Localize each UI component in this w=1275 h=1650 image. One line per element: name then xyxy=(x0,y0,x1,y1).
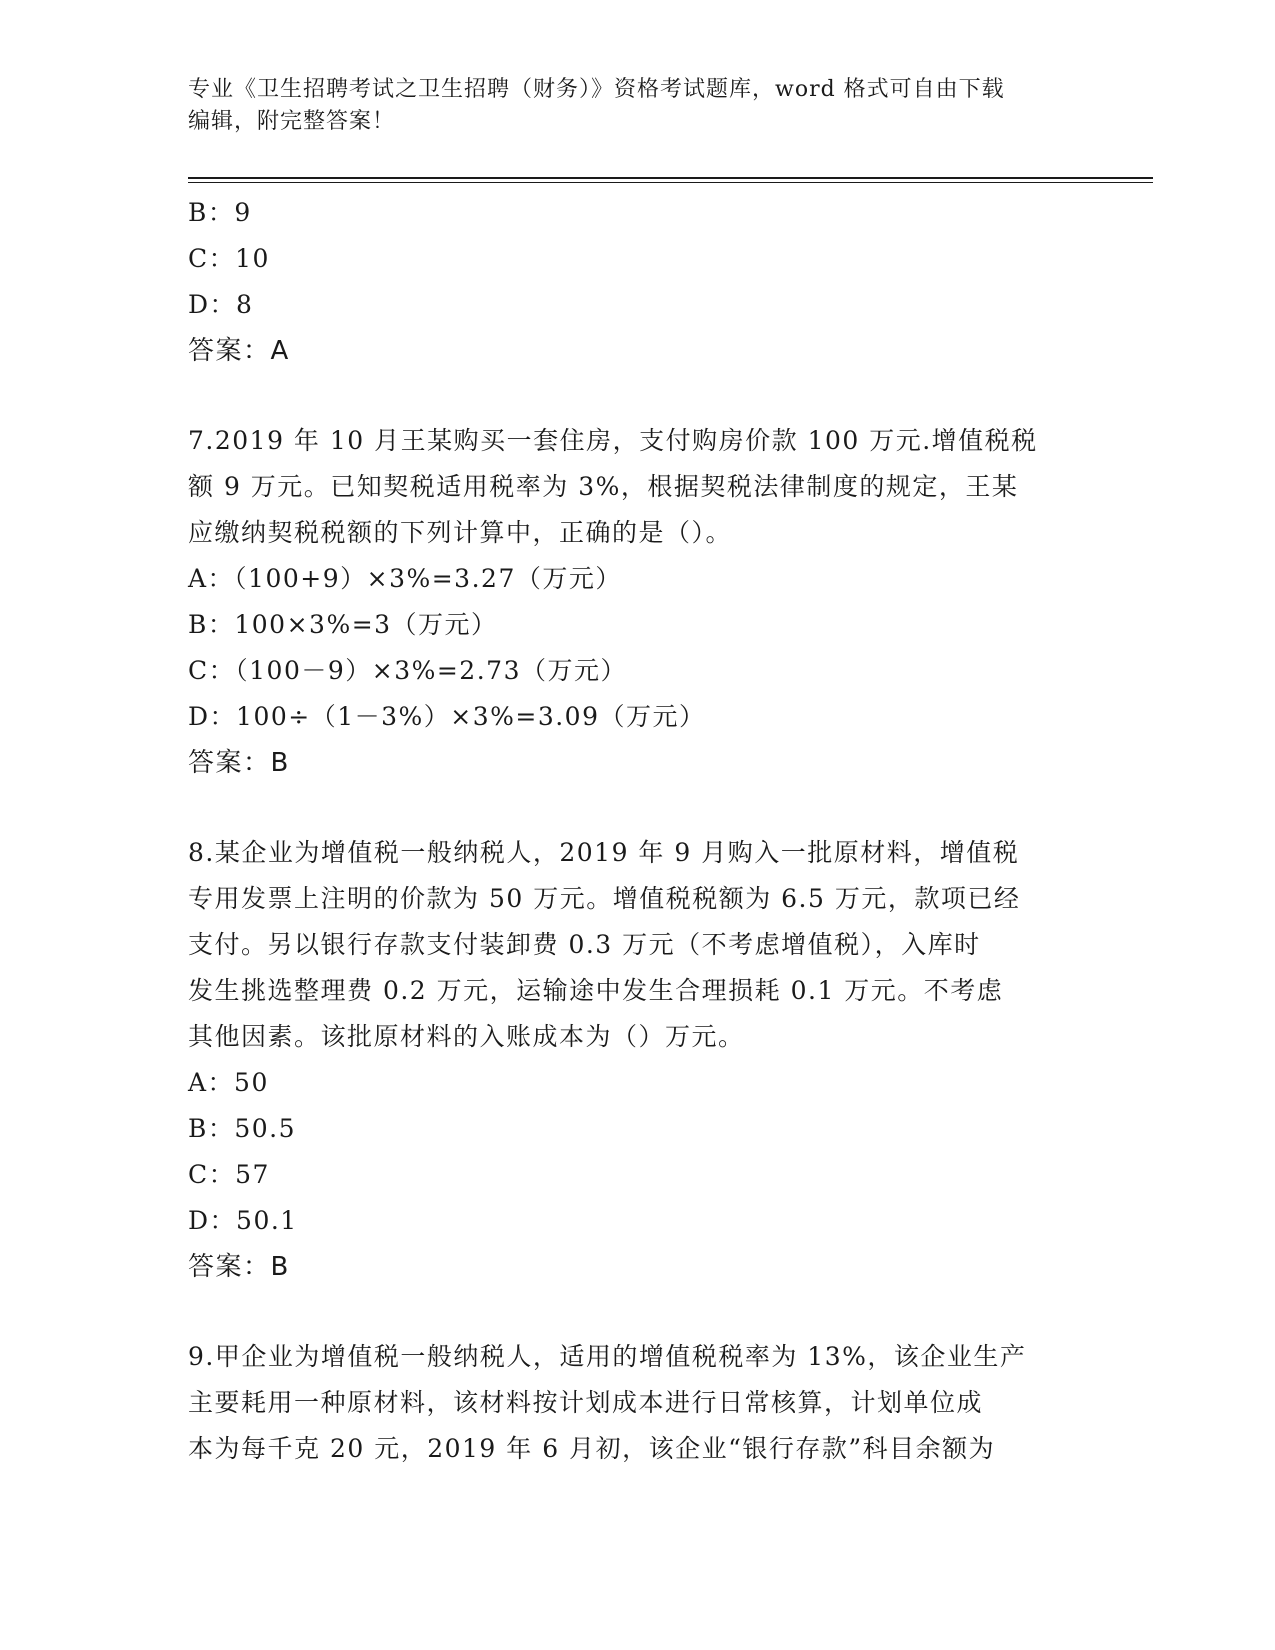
header-divider-thin xyxy=(188,182,1153,183)
question-stem-line: 9.甲企业为增值税一般纳税人，适用的增值税税率为 13%，该企业生产 xyxy=(188,1342,1027,1371)
option-c: C：10 xyxy=(188,244,270,273)
option-b: B：100×3%=3（万元） xyxy=(188,610,498,639)
question-stem-line: 8.某企业为增值税一般纳税人，2019 年 9 月购入一批原材料，增值税 xyxy=(188,838,1020,867)
document-header xyxy=(188,74,1088,138)
question-8 xyxy=(188,830,1088,1290)
option-b: B：50.5 xyxy=(188,1114,297,1143)
answer: 答案：B xyxy=(188,748,290,778)
option-a: A：（100+9）×3%=3.27（万元） xyxy=(188,564,622,593)
question-7 xyxy=(188,418,1088,786)
option-c: C：57 xyxy=(188,1160,270,1189)
option-d: D：8 xyxy=(188,290,254,319)
question-stem-line: 7.2019 年 10 月王某购买一套住房，支付购房价款 100 万元.增值税税 xyxy=(188,426,1038,455)
spacer xyxy=(188,374,1088,418)
option-c: C：（100－9）×3%=2.73（万元） xyxy=(188,656,627,685)
option-a: A：50 xyxy=(188,1068,269,1097)
question-stem-line: 其他因素。该批原材料的入账成本为（）万元。 xyxy=(188,1022,745,1051)
question-9 xyxy=(188,1334,1088,1472)
spacer xyxy=(188,786,1088,830)
answer: 答案：B xyxy=(188,1252,290,1282)
option-d: D：50.1 xyxy=(188,1206,298,1235)
option-b: B：9 xyxy=(188,198,252,227)
header-line-2: 编辑，附完整答案！ xyxy=(188,109,396,134)
question-stem-line: 专用发票上注明的价款为 50 万元。增值税税额为 6.5 万元，款项已经 xyxy=(188,884,1021,913)
question-stem-line: 主要耗用一种原材料，该材料按计划成本进行日常核算，计划单位成 xyxy=(188,1388,984,1417)
option-d: D：100÷（1－3%）×3%=3.09（万元） xyxy=(188,702,706,731)
header-divider xyxy=(188,177,1153,179)
question-stem-line: 本为每千克 20 元，2019 年 6 月初，该企业“银行存款”科目余额为 xyxy=(188,1434,996,1463)
question-stem-line: 支付。另以银行存款支付装卸费 0.3 万元（不考虑增值税），入库时 xyxy=(188,930,981,959)
answer: 答案：A xyxy=(188,336,290,366)
header-line-1: 专业《卫生招聘考试之卫生招聘（财务）》资格考试题库，word 格式可自由下载 xyxy=(188,77,1005,102)
spacer xyxy=(188,1290,1088,1334)
question-stem-line: 额 9 万元。已知契税适用税率为 3%，根据契税法律制度的规定，王某 xyxy=(188,472,1019,501)
document-body xyxy=(188,190,1088,1472)
question-stem-line: 应缴纳契税税额的下列计算中，正确的是（）。 xyxy=(188,518,733,547)
question-stem-line: 发生挑选整理费 0.2 万元，运输途中发生合理损耗 0.1 万元。不考虑 xyxy=(188,976,1004,1005)
question-6 xyxy=(188,190,1088,374)
